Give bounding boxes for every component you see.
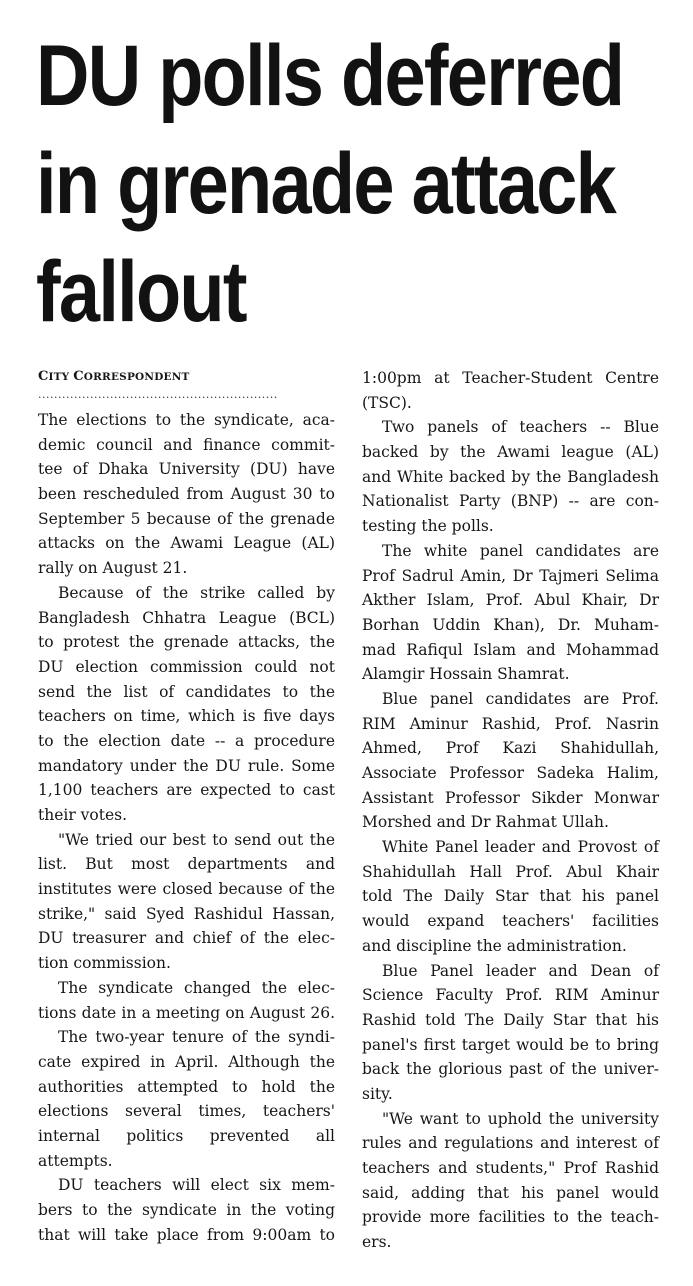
text-line: authorities attempted to hold the — [38, 1077, 335, 1096]
text-line: Borhan Uddin Khan), Dr. Muham- — [362, 615, 659, 634]
byline-initial: C — [73, 369, 84, 384]
text-line: Blue panel candidates are Prof. — [382, 689, 659, 708]
text-line: cate expired in April. Although the — [38, 1052, 335, 1071]
headline — [36, 22, 624, 346]
text-line: "We tried our best to send out the — [58, 830, 335, 849]
byline-initial: C — [38, 369, 49, 384]
text-line: Morshed and Dr Rahmat Ullah. — [362, 813, 609, 832]
text-line: 1:00pm at Teacher-Student Centre — [362, 369, 659, 387]
text-line: panel's first target would be to bring — [362, 1035, 659, 1054]
text-line: DU teachers will elect six mem- — [58, 1176, 335, 1195]
text-line: Bangladesh Chhatra League (BCL) — [38, 608, 335, 627]
text-line: attempts. — [38, 1151, 113, 1170]
text-line: (TSC). — [362, 393, 412, 412]
text-line: Associate Professor Sadeka Halim, — [362, 764, 659, 782]
text-line: The white panel candidates are — [382, 541, 659, 560]
text-line: list. But most departments and — [38, 855, 335, 874]
text-line: to protest the grenade attacks, the — [38, 633, 335, 652]
headline-line: DU polls deferred — [36, 28, 624, 124]
text-line: Nationalist Party (BNP) -- are con- — [362, 492, 659, 511]
article-column-left — [38, 366, 335, 1247]
text-line: back the glorious past of the univer- — [362, 1060, 659, 1079]
text-line: 1,100 teachers are expected to cast — [38, 781, 335, 800]
byline-separator: ............................................................ — [38, 388, 278, 401]
text-line: been rescheduled from August 30 to — [38, 485, 335, 504]
text-line: The two-year tenure of the syndi- — [58, 1028, 335, 1047]
text-line: internal politics prevented all — [38, 1126, 335, 1145]
text-line: The syndicate changed the elec- — [58, 978, 335, 997]
text-line: testing the polls. — [362, 517, 494, 536]
headline-line: fallout — [36, 244, 246, 340]
text-line: mad Rafiqul Islam and Mohammad — [362, 640, 659, 659]
text-line: their votes. — [38, 806, 128, 824]
text-line: tion commission. — [38, 954, 171, 973]
text-line: tions date in a meeting on August 26. — [38, 1003, 335, 1022]
byline — [38, 366, 335, 388]
text-line: Prof Sadrul Amin, Dr Tajmeri Selima — [362, 566, 659, 585]
text-line: DU election commission could not — [38, 657, 335, 676]
text-line: bers to the syndicate in the voting — [38, 1201, 335, 1219]
byline-smallcaps: ORRESPONDENT — [83, 371, 190, 383]
byline-smallcaps: ITY — [48, 371, 74, 383]
text-line: White Panel leader and Provost of — [382, 838, 659, 857]
text-line: send the list of candidates to the — [38, 682, 335, 701]
right-body-text — [362, 366, 659, 1255]
text-line: strike," said Syed Rashidul Hassan, — [38, 904, 335, 923]
text-line: Shahidullah Hall Prof. Abul Khair — [362, 862, 659, 881]
text-line: would expand teachers' facilities — [362, 912, 659, 931]
text-line: institutes were closed because of the — [38, 880, 335, 899]
text-line: backed by the Awami league (AL) — [362, 443, 659, 462]
text-line: "We want to uphold the university — [382, 1109, 659, 1128]
text-line: elections several times, teachers' — [38, 1102, 335, 1121]
text-line: demic council and finance commit- — [38, 435, 335, 454]
text-line: and White backed by the Bangladesh — [362, 467, 659, 486]
text-line: Alamgir Hossain Shamrat. — [362, 665, 570, 684]
text-line: ers. — [362, 1233, 392, 1252]
text-line: to the election date -- a procedure — [38, 731, 335, 750]
text-line: Two panels of teachers -- Blue — [382, 418, 659, 437]
text-line: and discipline the administration. — [362, 936, 627, 955]
text-line: rules and regulations and interest of — [362, 1134, 659, 1153]
text-line: that will take place from 9:00am to — [38, 1225, 335, 1244]
text-line: said, adding that his panel would — [362, 1183, 659, 1202]
text-line: DU treasurer and chief of the elec- — [38, 929, 335, 948]
text-line: Blue Panel leader and Dean of — [382, 961, 659, 980]
text-line: rally on August 21. — [38, 559, 188, 578]
text-line: Science Faculty Prof. RIM Aminur — [362, 986, 659, 1005]
text-line: attacks on the Awami League (AL) — [38, 534, 335, 553]
text-line: tee of Dhaka University (DU) have — [38, 460, 335, 479]
text-line: Akther Islam, Prof. Abul Khair, Dr — [362, 591, 659, 610]
text-line: Ahmed, Prof Kazi Shahidullah, — [362, 739, 659, 758]
text-line: told The Daily Star that his panel — [362, 887, 659, 906]
text-line: teachers on time, which is five days — [38, 707, 335, 726]
headline-line: in grenade attack — [36, 136, 616, 232]
text-line: provide more facilities to the teach- — [362, 1208, 659, 1227]
article-column-right — [362, 366, 659, 1255]
text-line: The elections to the syndicate, aca- — [38, 411, 335, 429]
text-line: sity. — [362, 1084, 393, 1103]
left-body-text — [38, 408, 335, 1247]
text-line: RIM Aminur Rashid, Prof. Nasrin — [362, 714, 659, 733]
text-line: Rashid told The Daily Star that his — [362, 1010, 659, 1029]
text-line: Because of the strike called by — [58, 583, 335, 602]
text-line: teachers and students," Prof Rashid — [362, 1159, 659, 1177]
text-line: Assistant Professor Sikder Monwar — [362, 788, 659, 807]
text-line: mandatory under the DU rule. Some — [38, 756, 335, 775]
text-line: September 5 because of the grenade — [38, 509, 335, 528]
